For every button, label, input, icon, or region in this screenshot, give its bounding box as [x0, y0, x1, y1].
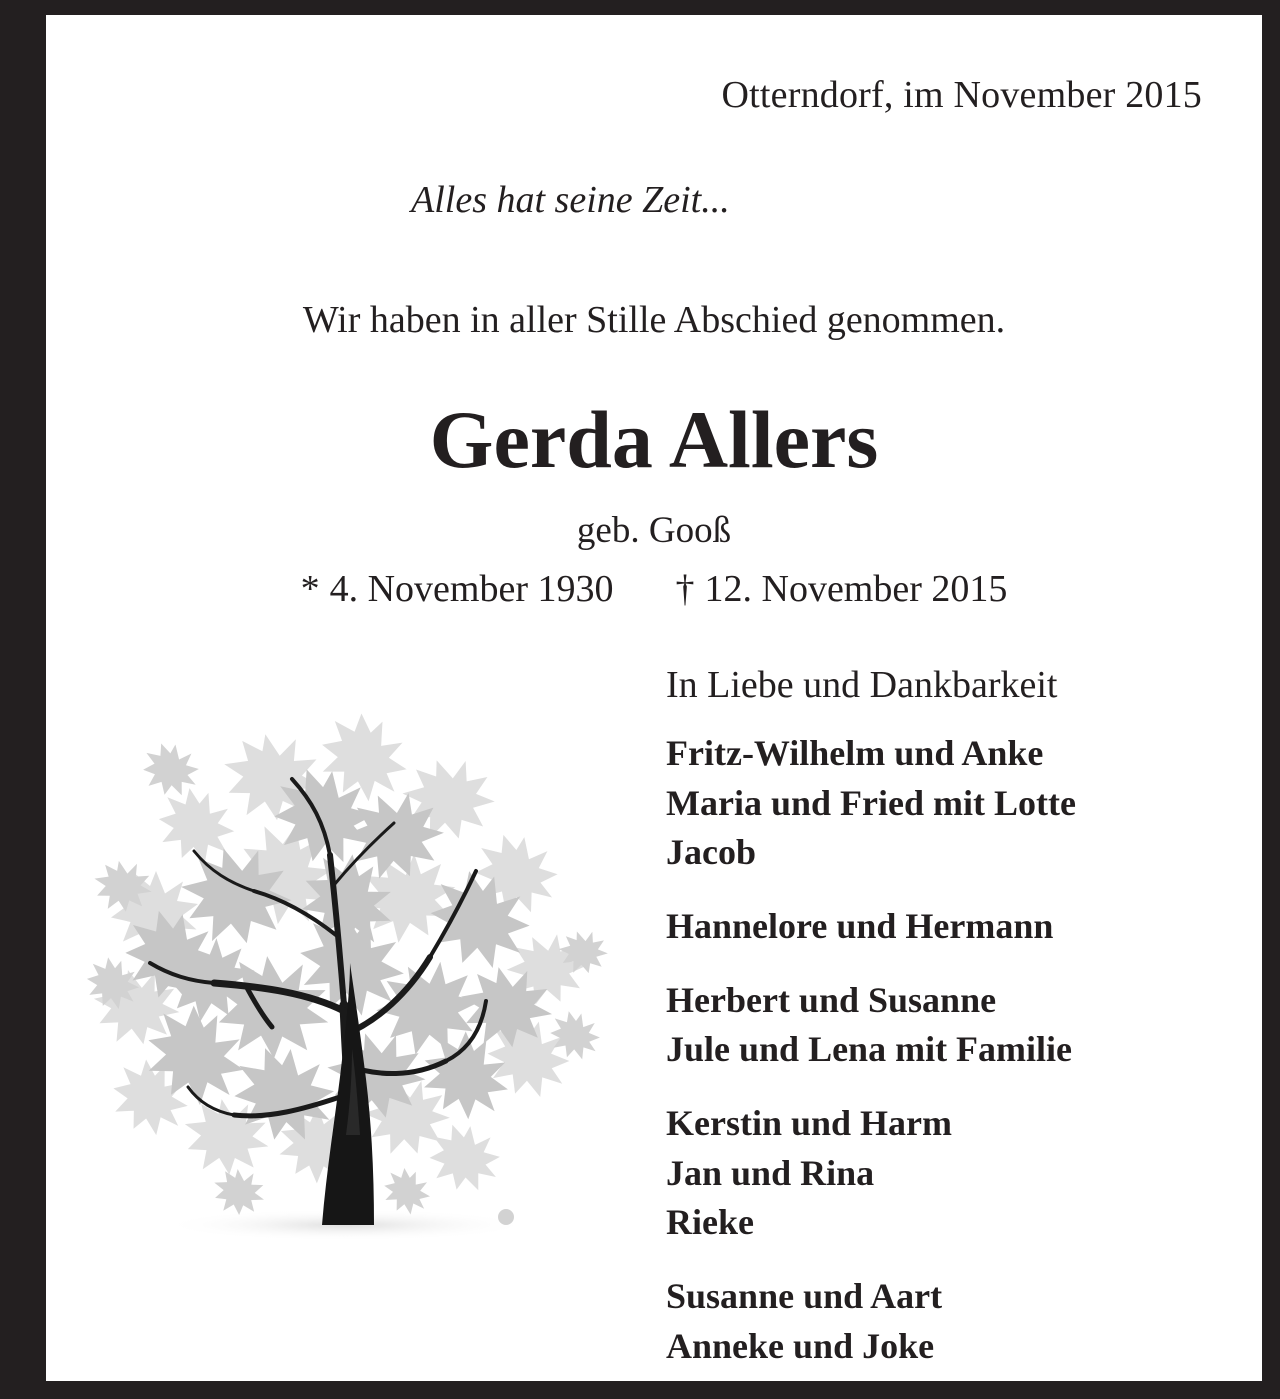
family-groups — [666, 729, 1262, 1371]
death-cross-icon: † — [675, 568, 695, 610]
family-group — [666, 902, 1262, 952]
family-line: Kerstin und Harm — [666, 1103, 953, 1144]
death-date — [676, 567, 1008, 611]
family-line: Herbert und Susanne — [666, 979, 997, 1020]
family-line: Susanne und Aart — [666, 1276, 943, 1317]
birth-date-text: 4. November 1930 — [329, 568, 614, 610]
family-line: Maria und Fried mit Lotte — [666, 782, 1076, 823]
tree-illustration — [78, 705, 618, 1265]
notice-inner-panel — [46, 15, 1262, 1381]
life-dates — [46, 567, 1262, 611]
family-line: Fritz-Wilhelm und Anke — [666, 733, 1044, 773]
family-line: Jule und Lena mit Familie — [666, 1029, 1073, 1070]
family-line: Jan und Rina — [666, 1152, 875, 1193]
mourners-list — [666, 663, 1262, 1371]
family-group — [666, 729, 1262, 878]
family-line: Hannelore und Hermann — [666, 906, 1054, 947]
family-group — [666, 1099, 1262, 1248]
farewell-statement: Wir haben in aller Stille Abschied genommen. — [302, 299, 1006, 341]
dedication-text: In Liebe und Dankbarkeit — [666, 664, 1058, 706]
place-and-date: Otterndorf, im November 2015 — [721, 74, 1202, 116]
lower-section — [46, 663, 1262, 1381]
motto-quote: Alles hat seine Zeit... — [411, 179, 730, 221]
family-group — [666, 976, 1262, 1075]
family-line: Anneke und Joke — [666, 1325, 935, 1366]
family-line: Jacob — [666, 832, 756, 873]
death-date-text: 12. November 2015 — [704, 568, 1008, 610]
family-group — [666, 1272, 1262, 1371]
family-line: Rieke — [666, 1202, 754, 1243]
birth-star-icon: * — [300, 568, 320, 610]
birth-date — [301, 567, 614, 611]
maiden-name: geb. Gooß — [576, 510, 732, 551]
deceased-name: Gerda Allers — [429, 394, 879, 485]
